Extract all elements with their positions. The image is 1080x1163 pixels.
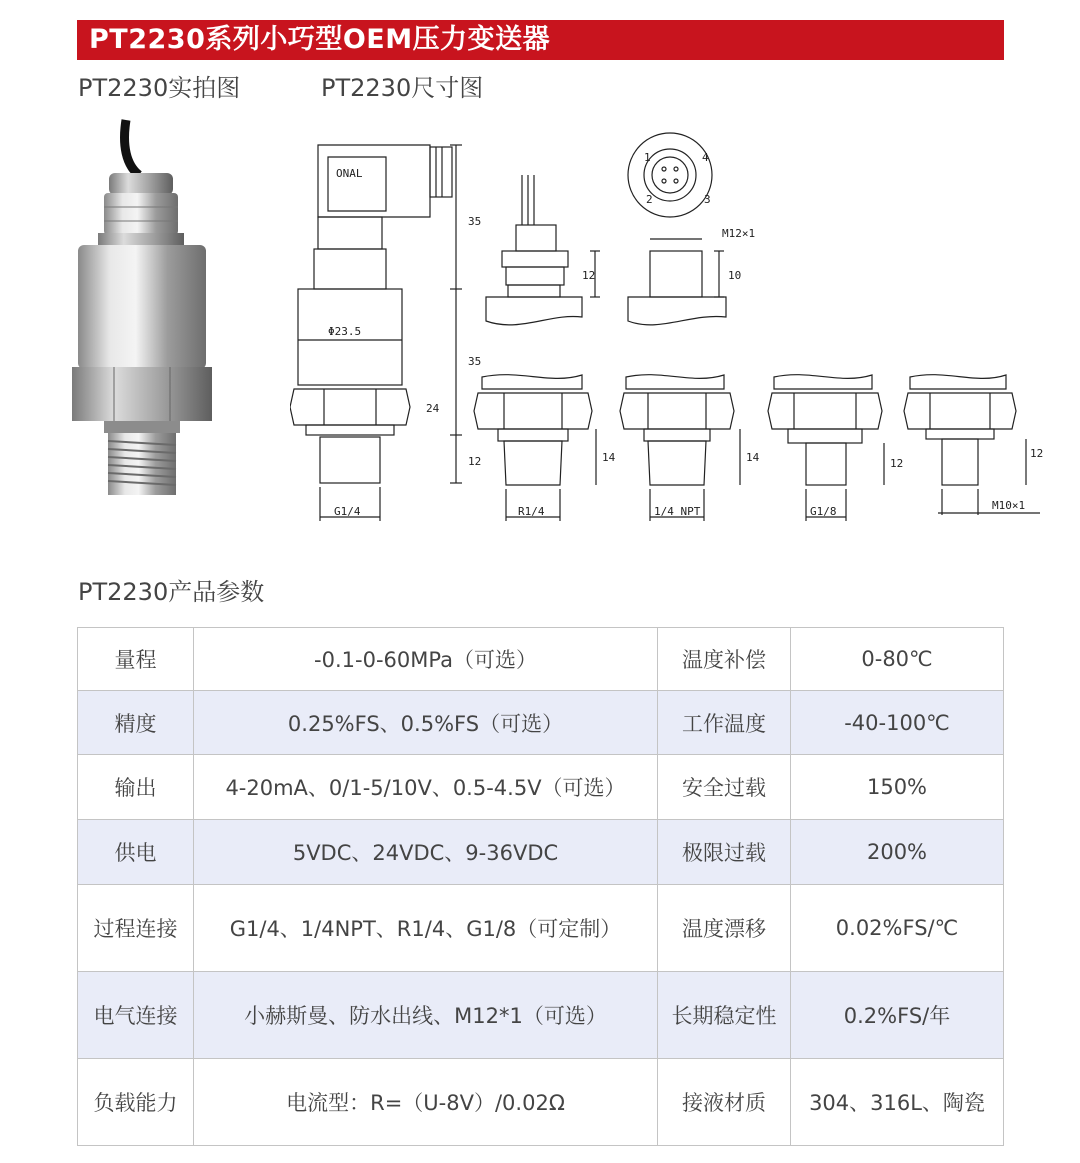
dim-10: 10	[728, 269, 742, 282]
param-key: 量程	[78, 628, 194, 691]
table-row	[78, 820, 1004, 885]
param-key: 精度	[78, 691, 194, 755]
m12-label: M12×1	[722, 227, 756, 240]
param-value: 0.25%FS、0.5%FS（可选）	[194, 691, 658, 755]
table-row	[78, 885, 1004, 972]
wrench-size: 24	[426, 402, 440, 415]
table-row	[78, 691, 1004, 755]
param-value: 4-20mA、0/1-5/10V、0.5-4.5V（可选）	[194, 755, 658, 820]
param-value: 200%	[791, 820, 1004, 885]
g18-label: G1/8	[810, 505, 837, 518]
param-key: 过程连接	[78, 885, 194, 972]
title-banner	[77, 20, 1004, 60]
dim-14-npt: 14	[746, 451, 760, 464]
param-key: 接液材质	[658, 1059, 791, 1146]
dim-35-top: 35	[468, 215, 482, 228]
param-key: 输出	[78, 755, 194, 820]
param-key: 工作温度	[658, 691, 791, 755]
table-row	[78, 972, 1004, 1059]
diameter-label: Φ23.5	[328, 325, 362, 338]
connector-label: ONAL	[336, 167, 363, 180]
param-value: 电流型：R=（U-8V）/0.02Ω	[194, 1059, 658, 1146]
table-row	[78, 628, 1004, 691]
param-key: 长期稳定性	[658, 972, 791, 1059]
param-value: -0.1-0-60MPa（可选）	[194, 628, 658, 691]
pin-3: 3	[704, 193, 711, 206]
param-key: 温度漂移	[658, 885, 791, 972]
param-value: 304、316L、陶瓷	[791, 1059, 1004, 1146]
param-key: 供电	[78, 820, 194, 885]
pin-4: 4	[702, 151, 709, 164]
param-value: 150%	[791, 755, 1004, 820]
param-value: 5VDC、24VDC、9-36VDC	[194, 820, 658, 885]
r14-label: R1/4	[518, 505, 545, 518]
param-key: 安全过载	[658, 755, 791, 820]
param-value: -40-100℃	[791, 691, 1004, 755]
npt-label: 1/4 NPT	[654, 505, 701, 518]
product-photo	[64, 115, 224, 505]
param-value: 0-80℃	[791, 628, 1004, 691]
parameters-caption: PT2230产品参数	[78, 578, 265, 606]
dim-12-thread: 12	[468, 455, 482, 468]
dim-12-m10: 12	[1030, 447, 1044, 460]
dimension-drawing	[290, 125, 1050, 535]
param-value: 小赫斯曼、防水出线、M12*1（可选）	[194, 972, 658, 1059]
pin-1: 1	[644, 151, 651, 164]
dimension-caption: PT2230尺寸图	[321, 74, 484, 102]
parameters-table	[77, 627, 1004, 1146]
param-key: 温度补偿	[658, 628, 791, 691]
dim-14-r: 14	[602, 451, 616, 464]
m10-label: M10×1	[992, 499, 1026, 512]
dim-12-g18: 12	[890, 457, 904, 470]
table-row	[78, 1059, 1004, 1146]
param-key: 极限过载	[658, 820, 791, 885]
table-row	[78, 755, 1004, 820]
param-value: 0.02%FS/℃	[791, 885, 1004, 972]
pin-2: 2	[646, 193, 653, 206]
dim-35-body: 35	[468, 355, 482, 368]
param-value: G1/4、1/4NPT、R1/4、G1/8（可定制）	[194, 885, 658, 972]
param-key: 电气连接	[78, 972, 194, 1059]
g14-label: G1/4	[334, 505, 361, 518]
page-title: PT2230系列小巧型OEM压力变送器	[89, 24, 551, 55]
photo-caption: PT2230实拍图	[78, 74, 241, 102]
dim-12-cable: 12	[582, 269, 596, 282]
param-value: 0.2%FS/年	[791, 972, 1004, 1059]
param-key: 负载能力	[78, 1059, 194, 1146]
